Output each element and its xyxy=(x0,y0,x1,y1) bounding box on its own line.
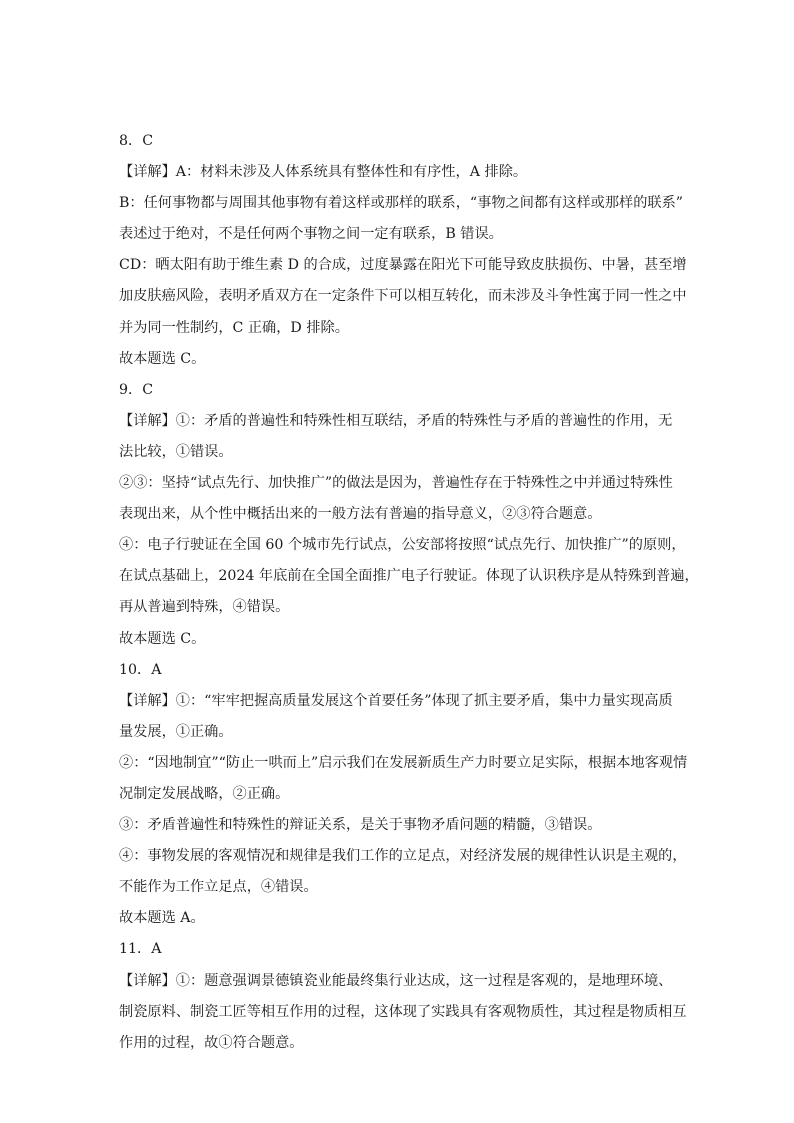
answer-explanations xyxy=(119,126,699,1059)
answer-heading-9: 9．C xyxy=(119,381,154,398)
explanation-line: ④：事物发展的客观情况和规律是我们工作的立足点，对经济发展的规律性认识是主观的， xyxy=(119,848,687,865)
explanation-line: B：任何事物都与周围其他事物有着这样或那样的联系，“事物之间都有这样或那样的联系” xyxy=(119,195,684,212)
explanation-line: ③：矛盾普遍性和特殊性的辩证关系，是关于事物矛盾问题的精髓，③错误。 xyxy=(119,817,602,834)
explanation-line: 况制定发展战略，②正确。 xyxy=(119,785,290,802)
explanation-line: 【详解】①：“牢牢把握高质量发展这个首要任务”体现了抓主要矛盾，集中力量实现高质 xyxy=(119,692,673,709)
explanation-line: 作用的过程，故①符合题意。 xyxy=(119,1034,304,1051)
explanation-line: 制瓷原料、制瓷工匠等相互作用的过程，这体现了实践具有客观物质性，其过程是物质相互 xyxy=(119,1003,687,1020)
answer-heading-11: 11．A xyxy=(119,941,162,958)
explanation-line: ②③：坚持“试点先行、加快推广”的做法是因为，普遍性存在于特殊性之中并通过特殊性 xyxy=(119,475,673,492)
conclusion-line: 故本题选 C。 xyxy=(119,630,206,647)
explanation-line: 法比较，①错误。 xyxy=(119,443,233,460)
explanation-line: 【详解】A：材料未涉及人体系统具有整体性和有序性，A 排除。 xyxy=(119,164,528,181)
conclusion-line: 故本题选 C。 xyxy=(119,350,206,367)
explanation-line: CD：晒太阳有助于维生素 D 的合成，过度暴露在阳光下可能导致皮肤损伤、中暑，甚至增 xyxy=(119,257,687,274)
explanation-line: 表述过于绝对，不是任何两个事物之间一定有联系，B 错误。 xyxy=(119,226,503,243)
answer-heading-8: 8．C xyxy=(119,133,154,149)
explanation-line: 并为同一性制约，C 正确，D 排除。 xyxy=(119,319,349,336)
explanation-line: ②：“因地制宜”“防止一哄而上”启示我们在发展新质生产力时要立足实际，根据本地客观情 xyxy=(119,754,688,771)
explanation-line: 不能作为工作立足点，④错误。 xyxy=(119,879,318,896)
explanation-line: 在试点基础上，2024 年底前在全国全面推广电子行驶证。体现了认识秩序是从特殊到普遍， xyxy=(119,568,699,585)
conclusion-line: 故本题选 A。 xyxy=(119,910,205,927)
explanation-line: 【详解】①：题意强调景德镇瓷业能最终集行业达成，这一过程是客观的，是地理环境、 xyxy=(119,972,673,989)
explanation-line: 表现出来，从个性中概括出来的一般方法有普遍的指导意义，②③符合题意。 xyxy=(119,506,602,523)
explanation-line: ④：电子行驶证在全国 60 个城市先行试点，公安部将按照“试点先行、加快推广”的原则， xyxy=(119,537,686,554)
explanation-line: 加皮肤癌风险，表明矛盾双方在一定条件下可以相互转化，而未涉及斗争性寓于同一性之中 xyxy=(119,288,687,305)
explanation-line: 量发展，①正确。 xyxy=(119,723,233,740)
answer-heading-10: 10．A xyxy=(119,661,162,678)
explanation-line: 【详解】①：矛盾的普遍性和特殊性相互联结，矛盾的特殊性与矛盾的普遍性的作用，无 xyxy=(119,412,673,429)
explanation-line: 再从普遍到特殊，④错误。 xyxy=(119,599,290,616)
